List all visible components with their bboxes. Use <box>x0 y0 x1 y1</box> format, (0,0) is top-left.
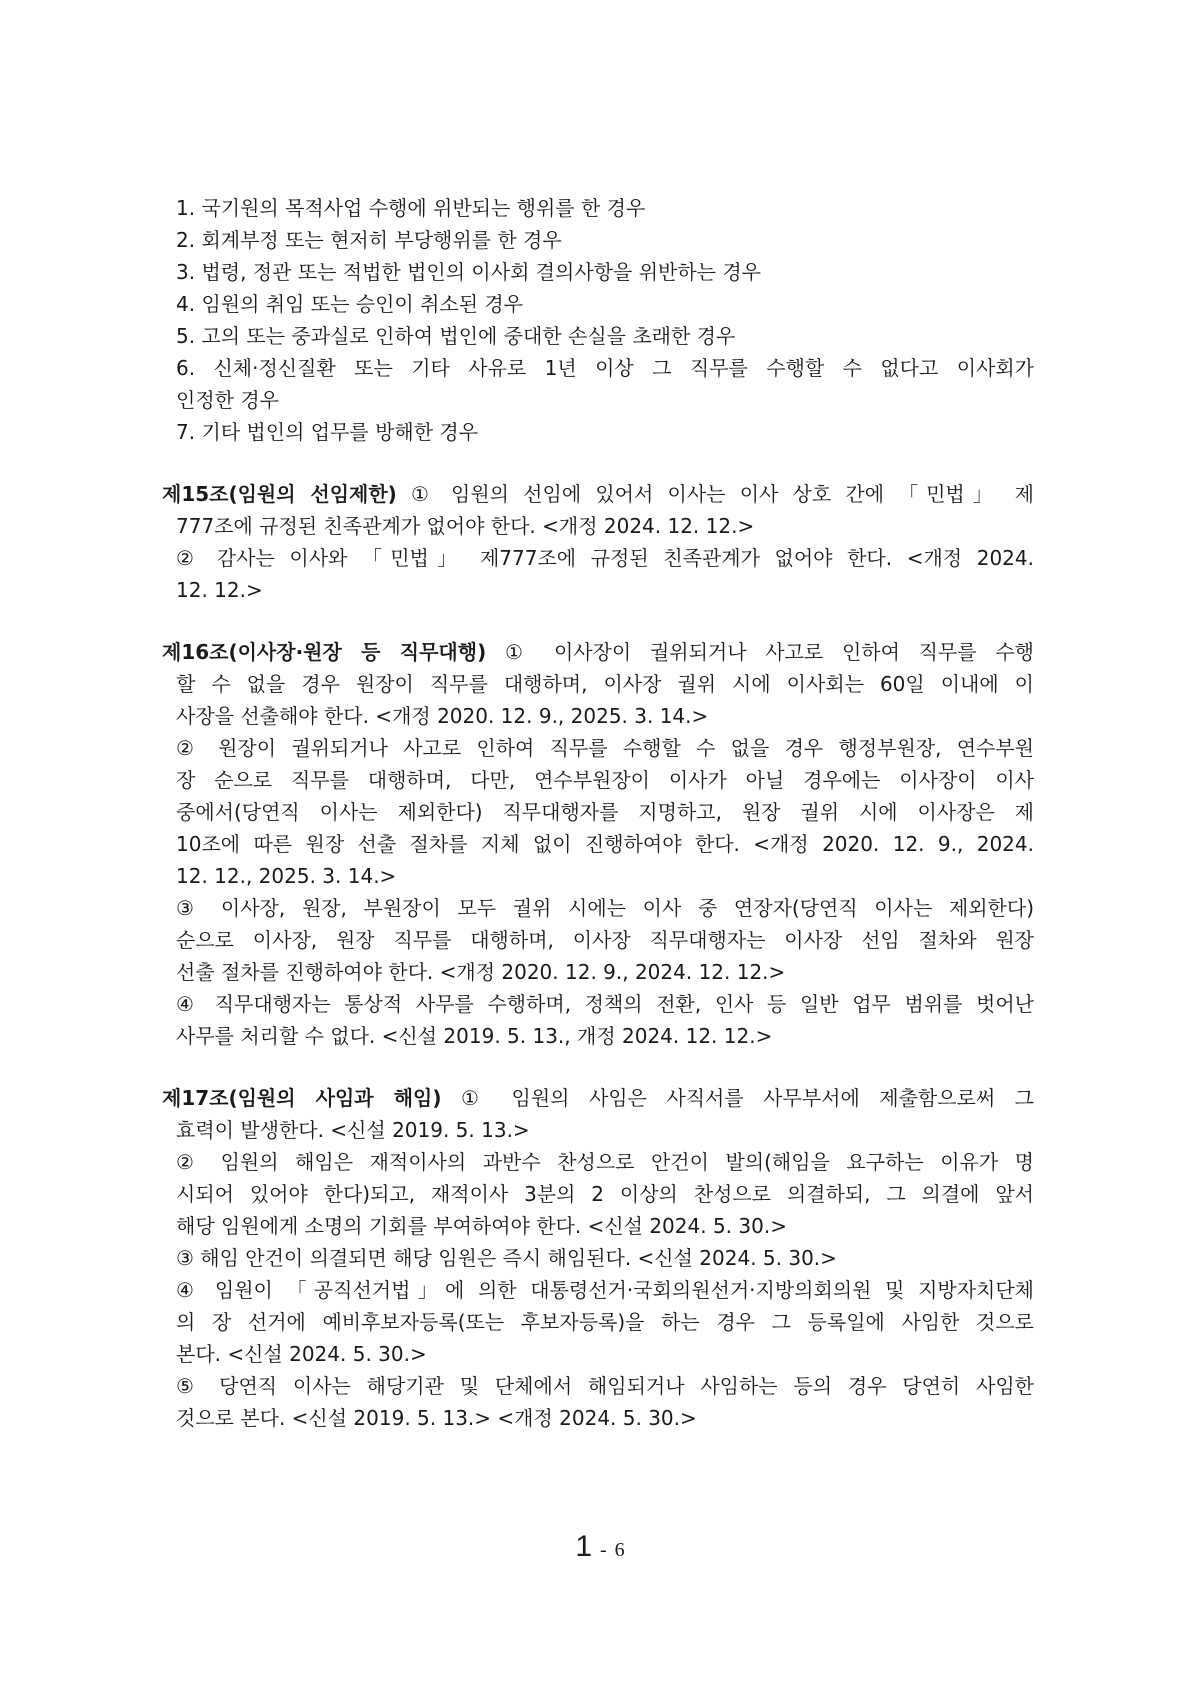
article-15-line: ② 감사는 이사와 「민법」 제777조에 규정된 친족관계가 없어야 한다. <개정 2024. <box>176 546 1034 570</box>
list-item-continuation: 인정한 경우 <box>176 388 279 412</box>
article-16 <box>162 636 1034 1052</box>
article-16-line: 순으로 이사장, 원장 직무를 대행하며, 이사장 직무대행자는 이사장 선임 절차와 원장 <box>176 928 1034 952</box>
article-17-line: 해당 임원에게 소명의 기회를 부여하여야 한다. <신설 2024. 5. 30.> <box>176 1214 787 1238</box>
article-17-line: ⑤ 당연직 이사는 해당기관 및 단체에서 해임되거나 사임하는 등의 경우 당연히 사임한 <box>176 1374 1034 1398</box>
article-17 <box>162 1082 1034 1434</box>
article-17-line: ② 임원의 해임은 재적이사의 과반수 찬성으로 안건이 발의(해임을 요구하는 이유가 명 <box>176 1150 1034 1174</box>
list-item: 5. 고의 또는 중과실로 인하여 법인에 중대한 손실을 초래한 경우 <box>176 324 736 348</box>
article-16-line: 장 순으로 직무를 대행하며, 다만, 연수부원장이 이사가 아닐 경우에는 이사장이 이사 <box>176 768 1034 792</box>
article-17-text: ① 임원의 사임은 사직서를 사무부서에 제출함으로써 그 <box>441 1086 1034 1110</box>
article-16-line: 할 수 없을 경우 원장이 직무를 대행하며, 이사장 궐위 시에 이사회는 60일 이내에 이 <box>176 672 1034 696</box>
article-16-line: ④ 직무대행자는 통상적 사무를 수행하며, 정책의 전환, 인사 등 일반 업무 범위를 벗어난 <box>176 992 1034 1016</box>
chapter-number: 1 <box>575 1530 592 1563</box>
list-item: 3. 법령, 정관 또는 적법한 법인의 이사회 결의사항을 위반하는 경우 <box>176 260 761 284</box>
article-16-line: 10조에 따른 원장 선출 절차를 지체 없이 진행하여야 한다. <개정 2020. 12. 9., 2024. <box>176 832 1034 856</box>
article-17-line: 효력이 발생한다. <신설 2019. 5. 13.> <box>176 1118 530 1142</box>
article-17-first-line <box>162 1082 1034 1114</box>
document-body <box>162 192 1034 1434</box>
page-number: 6 <box>614 1539 625 1561</box>
article-15 <box>162 478 1034 606</box>
article-17-line: 시되어 있어야 한다)되고, 재적이사 3분의 2 이상의 찬성으로 의결하되, 그 의결에 앞서 <box>176 1182 1034 1206</box>
list-item: 2. 회계부정 또는 현저히 부당행위를 한 경우 <box>176 228 562 252</box>
article-17-line: ③ 해임 안건이 의결되면 해당 임원은 즉시 해임된다. <신설 2024. 5. 30.> <box>176 1246 837 1270</box>
article-16-line: 선출 절차를 진행하여야 한다. <개정 2020. 12. 9., 2024. 12. 12.> <box>176 960 786 984</box>
list-item: 4. 임원의 취임 또는 승인이 취소된 경우 <box>176 292 524 316</box>
list-item: 7. 기타 법인의 업무를 방해한 경우 <box>176 420 479 444</box>
article-15-first-line <box>162 478 1034 510</box>
article-15-text: ① 임원의 선임에 있어서 이사는 이사 상호 간에 「민법」 제 <box>396 482 1034 506</box>
article-16-line: 12. 12., 2025. 3. 14.> <box>176 864 397 888</box>
article-16-line: 중에서(당연직 이사는 제외한다) 직무대행자를 지명하고, 원장 궐위 시에 이사장은 제 <box>176 800 1034 824</box>
page-footer <box>0 1530 1200 1564</box>
article-17-line: 것으로 본다. <신설 2019. 5. 13.> <개정 2024. 5. 30.> <box>176 1406 697 1430</box>
page-separator: - <box>600 1539 607 1561</box>
article-15-line: 777조에 규정된 친족관계가 없어야 한다. <개정 2024. 12. 12.> <box>176 514 755 538</box>
article-15-line: 12. 12.> <box>176 578 263 602</box>
article-15-title: 제15조(임원의 선임제한) <box>162 482 397 506</box>
article-17-title: 제17조(임원의 사임과 해임) <box>162 1086 442 1110</box>
article-16-line: ③ 이사장, 원장, 부원장이 모두 궐위 시에는 이사 중 연장자(당연직 이사는 제외한다) <box>176 896 1034 920</box>
article-17-line: ④ 임원이 「공직선거법」에 의한 대통령선거·국회의원선거·지방의회의원 및 지방자치단체 <box>176 1278 1034 1302</box>
article-17-line: 본다. <신설 2024. 5. 30.> <box>176 1342 427 1366</box>
article-16-first-line <box>162 636 1034 668</box>
list-item: 1. 국기원의 목적사업 수행에 위반되는 행위를 한 경우 <box>176 196 646 220</box>
dismissal-grounds-list <box>176 192 1034 448</box>
article-16-text: ① 이사장이 궐위되거나 사고로 인하여 직무를 수행 <box>486 640 1034 664</box>
list-item: 6. 신체·정신질환 또는 기타 사유로 1년 이상 그 직무를 수행할 수 없다고 이사회가 <box>176 356 1034 380</box>
article-16-line: 사장을 선출해야 한다. <개정 2020. 12. 9., 2025. 3. 14.> <box>176 704 709 728</box>
article-16-line: 사무를 처리할 수 없다. <신설 2019. 5. 13., 개정 2024. 12. 12.> <box>176 1024 773 1048</box>
article-17-line: 의 장 선거에 예비후보자등록(또는 후보자등록)을 하는 경우 그 등록일에 사임한 것으로 <box>176 1310 1034 1334</box>
article-16-line: ② 원장이 궐위되거나 사고로 인하여 직무를 수행할 수 없을 경우 행정부원장, 연수부원 <box>176 736 1034 760</box>
article-16-title: 제16조(이사장·원장 등 직무대행) <box>162 640 487 664</box>
